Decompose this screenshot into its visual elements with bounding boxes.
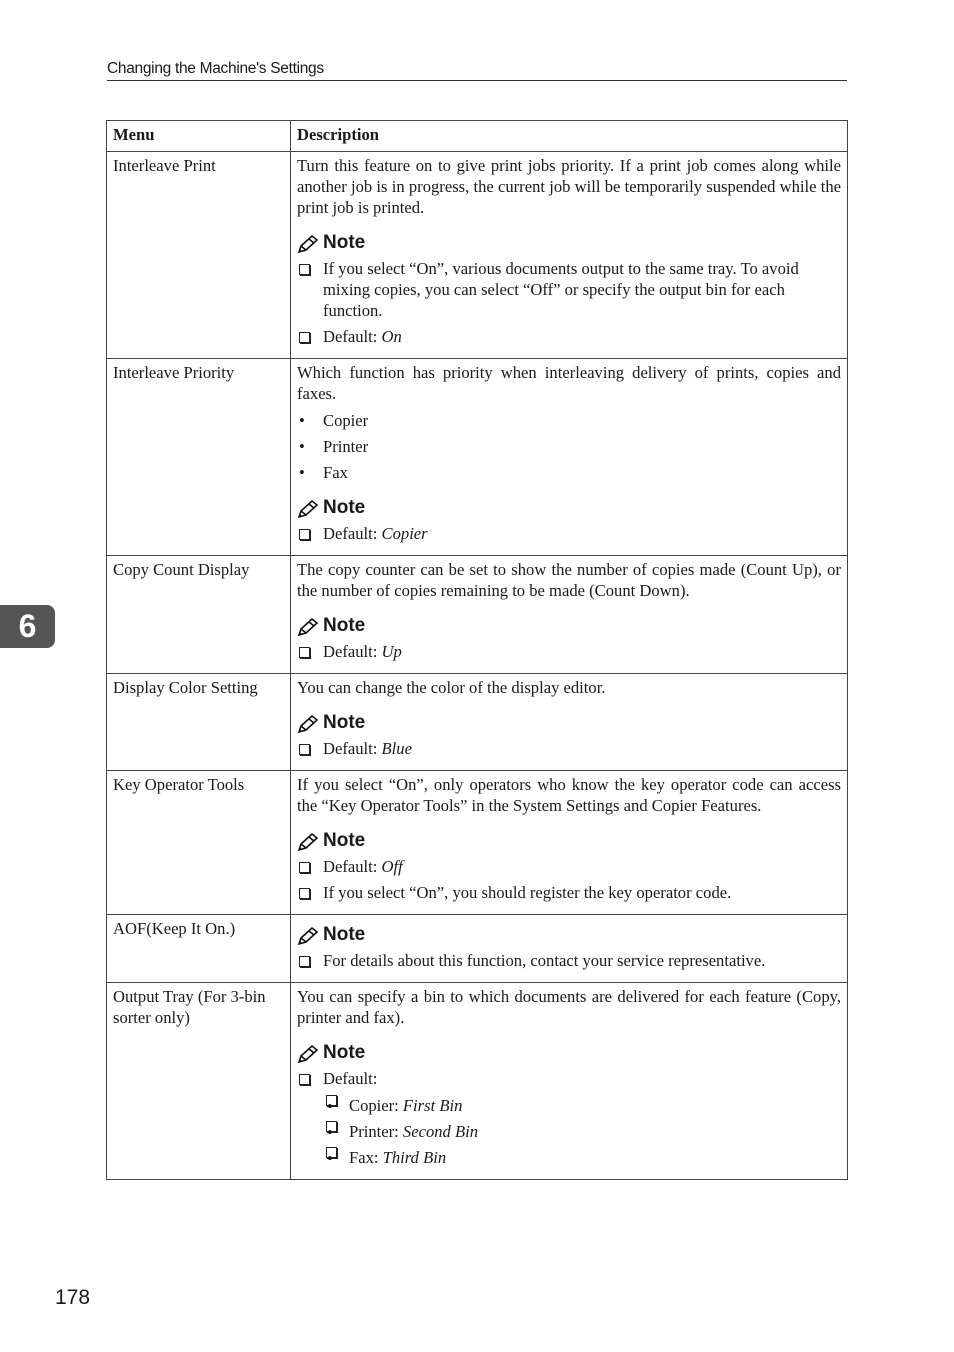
default-value: On	[381, 327, 402, 346]
pencil-note-icon	[297, 1044, 319, 1064]
description-cell	[291, 674, 848, 771]
default-label: Default:	[323, 524, 382, 543]
note-item	[297, 641, 841, 662]
menu-cell: Key Operator Tools	[107, 771, 291, 915]
description-cell	[291, 983, 848, 1180]
table-row	[107, 674, 848, 771]
column-header-menu: Menu	[107, 121, 291, 152]
table-row	[107, 915, 848, 983]
pencil-note-icon	[297, 617, 319, 637]
sub-default-value: Second Bin	[402, 1122, 479, 1141]
note-label: Note	[323, 232, 366, 253]
option-item: • Printer	[297, 436, 841, 457]
default-value: Blue	[381, 739, 412, 758]
menu-cell: AOF(Keep It On.)	[107, 915, 291, 983]
note-list	[297, 523, 841, 544]
note-item	[297, 738, 841, 759]
chapter-tab: 6	[0, 605, 55, 648]
running-header: Changing the Machine's Settings	[107, 60, 847, 81]
description-text: Which function has priority when interleaving delivery of prints, copies and faxes.	[297, 363, 841, 403]
table-header-row	[107, 121, 848, 152]
note-heading	[297, 712, 841, 734]
sub-default-item	[323, 1121, 841, 1142]
sub-default-value: Third Bin	[382, 1148, 447, 1167]
menu-cell: Output Tray (For 3-bin sorter only)	[107, 983, 291, 1180]
note-label: Note	[323, 615, 366, 636]
description-cell	[291, 915, 848, 983]
description-text: You can specify a bin to which documents are delivered for each feature (Copy, printer and fax).	[297, 987, 841, 1027]
note-list	[297, 738, 841, 759]
note-item	[297, 326, 841, 347]
note-list	[297, 856, 841, 903]
description-text: Turn this feature on to give print jobs priority. If a print job comes along while another job is in progress, the current job will be temporarily suspended while the print job is printed.	[297, 156, 841, 217]
description-cell	[291, 359, 848, 556]
description-text: You can change the color of the display editor.	[297, 678, 606, 697]
sub-default-label: Printer:	[349, 1122, 403, 1141]
note-heading	[297, 497, 841, 519]
note-item: For details about this function, contact your service representative.	[297, 950, 841, 971]
default-value: Off	[381, 857, 403, 876]
sub-default-label: Copier:	[349, 1096, 403, 1115]
sub-default-label: Fax:	[349, 1148, 383, 1167]
table-row	[107, 359, 848, 556]
table-row	[107, 983, 848, 1180]
note-item: If you select “On”, various documents output to the same tray. To avoid mixing copies, you can select “Off” or specify the output bin for each function.	[297, 258, 841, 321]
description-text: The copy counter can be set to show the number of copies made (Count Up), or the number of copies remaining to be made (Count Down).	[297, 560, 841, 600]
sub-default-item	[323, 1147, 841, 1168]
pencil-note-icon	[297, 234, 319, 254]
default-label: Default:	[323, 642, 382, 661]
note-list	[297, 1068, 841, 1168]
page-number: 178	[55, 1286, 91, 1309]
default-label: Default:	[323, 327, 382, 346]
description-cell	[291, 771, 848, 915]
pencil-note-icon	[297, 714, 319, 734]
option-item: • Fax	[297, 462, 841, 483]
note-heading	[297, 924, 841, 946]
note-label: Note	[323, 1042, 366, 1063]
option-list	[297, 410, 841, 483]
note-label: Note	[323, 924, 366, 945]
note-heading	[297, 615, 841, 637]
menu-cell: Interleave Print	[107, 152, 291, 359]
default-value: Copier	[381, 524, 428, 543]
option-item: • Copier	[297, 410, 841, 431]
default-sub-list	[323, 1095, 841, 1168]
note-list	[297, 258, 841, 347]
settings-table	[106, 120, 848, 1180]
note-item	[297, 856, 841, 877]
table-row	[107, 152, 848, 359]
sub-default-value: First Bin	[402, 1096, 463, 1115]
menu-cell: Display Color Setting	[107, 674, 291, 771]
note-heading	[297, 1042, 841, 1064]
description-text: If you select “On”, only operators who know the key operator code can access the “Key Operator Tools” in the System Settings and Copier Features.	[297, 775, 841, 815]
default-value: Up	[381, 642, 402, 661]
note-label: Note	[323, 712, 366, 733]
default-label: Default:	[323, 739, 382, 758]
sub-default-item	[323, 1095, 841, 1116]
note-label: Note	[323, 830, 366, 851]
note-list	[297, 950, 841, 971]
pencil-note-icon	[297, 499, 319, 519]
note-item	[297, 1068, 841, 1168]
note-heading	[297, 830, 841, 852]
column-header-description: Description	[291, 121, 848, 152]
note-item	[297, 523, 841, 544]
table-row	[107, 771, 848, 915]
menu-cell: Interleave Priority	[107, 359, 291, 556]
note-label: Note	[323, 497, 366, 518]
table-row	[107, 556, 848, 674]
pencil-note-icon	[297, 926, 319, 946]
note-list	[297, 641, 841, 662]
note-heading	[297, 232, 841, 254]
description-cell	[291, 152, 848, 359]
default-label: Default:	[323, 857, 382, 876]
menu-cell: Copy Count Display	[107, 556, 291, 674]
note-item: If you select “On”, you should register the key operator code.	[297, 882, 841, 903]
default-label: Default:	[323, 1069, 378, 1088]
pencil-note-icon	[297, 832, 319, 852]
description-cell	[291, 556, 848, 674]
